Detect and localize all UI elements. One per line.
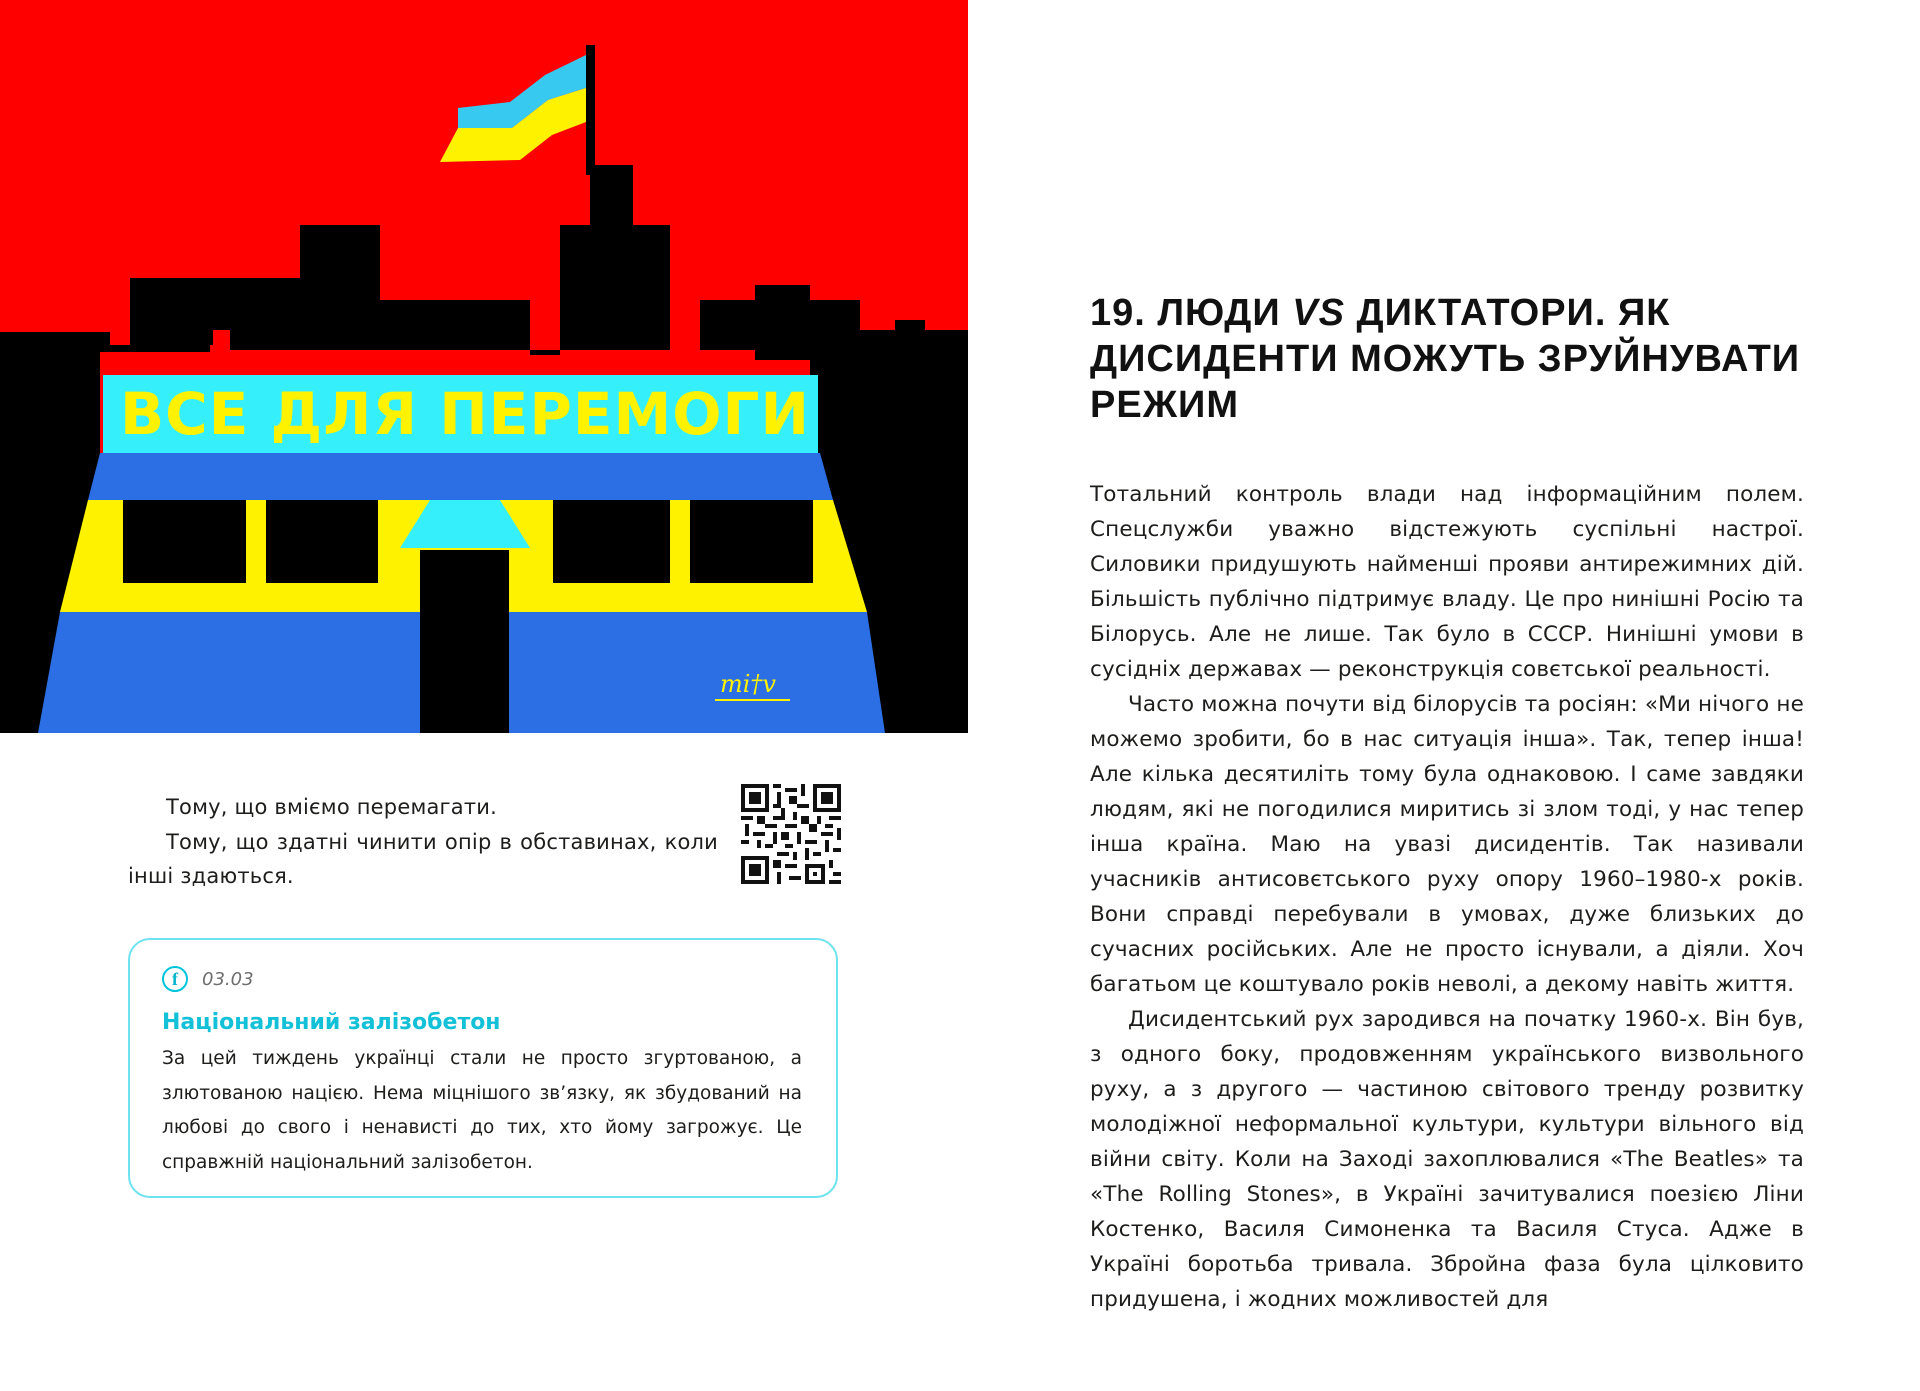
chapter-body bbox=[1090, 477, 1804, 1317]
poster-artwork bbox=[0, 0, 968, 733]
qr-code-icon[interactable] bbox=[741, 784, 841, 884]
flag-pole bbox=[586, 45, 595, 175]
body-paragraph: Часто можна почути від білорусів та росіян: «Ми нічого не можемо зробити, бо в нас ситуація інша». Так, тепер інша! Але кілька десятиліть тому була однаковою. І саме завдяки людям, які не погодилися миритись зі злом тоді, у нас тепер інша країна. Маю на увазі дисидентів. Так називали учасників антисовєтського руху опору 1960–1980-х років. Вони справді перебували в умовах, дуже близьких до сучасних російських. Але не просто існували, а діяли. Хоч багатьом це коштувало років неволі, а декому навіть життя. bbox=[1090, 692, 1804, 997]
artist-signature: ті†v bbox=[720, 670, 776, 698]
lead-paragraph: Тому, що здатні чинити опір в обставинах, коли інші здаються. bbox=[128, 829, 718, 888]
chapter-title-vs: VS bbox=[1292, 292, 1345, 334]
post-date: 03.03 bbox=[202, 968, 254, 990]
door bbox=[420, 550, 509, 733]
skyline-mid-block bbox=[300, 225, 380, 300]
window bbox=[690, 500, 813, 583]
chapter-title bbox=[1090, 290, 1810, 428]
window bbox=[553, 500, 670, 583]
chapter-title-part: ДИКТАТОРИ. ЯК ДИСИДЕНТИ МОЖУТЬ ЗРУЙНУВАТИ РЕЖИМ bbox=[1090, 292, 1801, 426]
poster-slogan: ВСЕ ДЛЯ ПЕРЕМОГИ bbox=[119, 380, 811, 448]
chapter-title-part: 19. ЛЮДИ bbox=[1090, 292, 1293, 334]
lead-text bbox=[128, 790, 718, 894]
skyline-right-block bbox=[755, 300, 810, 360]
window bbox=[266, 500, 378, 583]
window bbox=[123, 500, 246, 583]
post-meta bbox=[162, 962, 802, 996]
body-paragraph: Дисидентський рух зародився на початку 1960-х. Він був, з одного боку, продовженням українського визвольного руху, а з другого — частиною світового тренду розвитку молодіжної неформальної культури, культури вільного від війни світу. Коли на Заході захоплювалися «The Beatles» та «The Rolling Stones», в Україні зачитувалися поезією Ліни Костенко, Василя Симоненка та Василя Стуса. Адже в Україні боротьба тривала. Збройна фаза була цілковито придушена, і жодних можливостей для bbox=[1090, 1007, 1804, 1312]
skyline-left-tower bbox=[130, 278, 210, 350]
post-title: Національний залізобетон bbox=[162, 1010, 501, 1035]
building-blue-roof bbox=[88, 453, 833, 500]
facebook-icon[interactable]: f bbox=[162, 966, 188, 992]
lead-paragraph: Тому, що вміємо перемагати. bbox=[166, 795, 498, 819]
facebook-post-card bbox=[128, 938, 838, 1198]
poster-illustration bbox=[0, 0, 968, 733]
body-paragraph: Тотальний контроль влади над інформаційним полем. Спецслужби уважно відстежують суспільні настрої. Силовики придушують найменші прояви антирежимних дій. Більшість публічно підтримує владу. Це про нинішні Росію та Білорусь. Але не лише. Так було в СССР. Нинішні умови в сусідніх державах — реконструкція совєтської реальності. bbox=[1090, 482, 1804, 682]
post-text: За цей тиждень українці стали не просто згуртованою, а злютованою нацією. Нема міцнішого зв’язку, як збудований на любові до свого і ненависті до тих, хто йому загрожує. Це справжній національний залізобетон. bbox=[162, 1048, 802, 1173]
